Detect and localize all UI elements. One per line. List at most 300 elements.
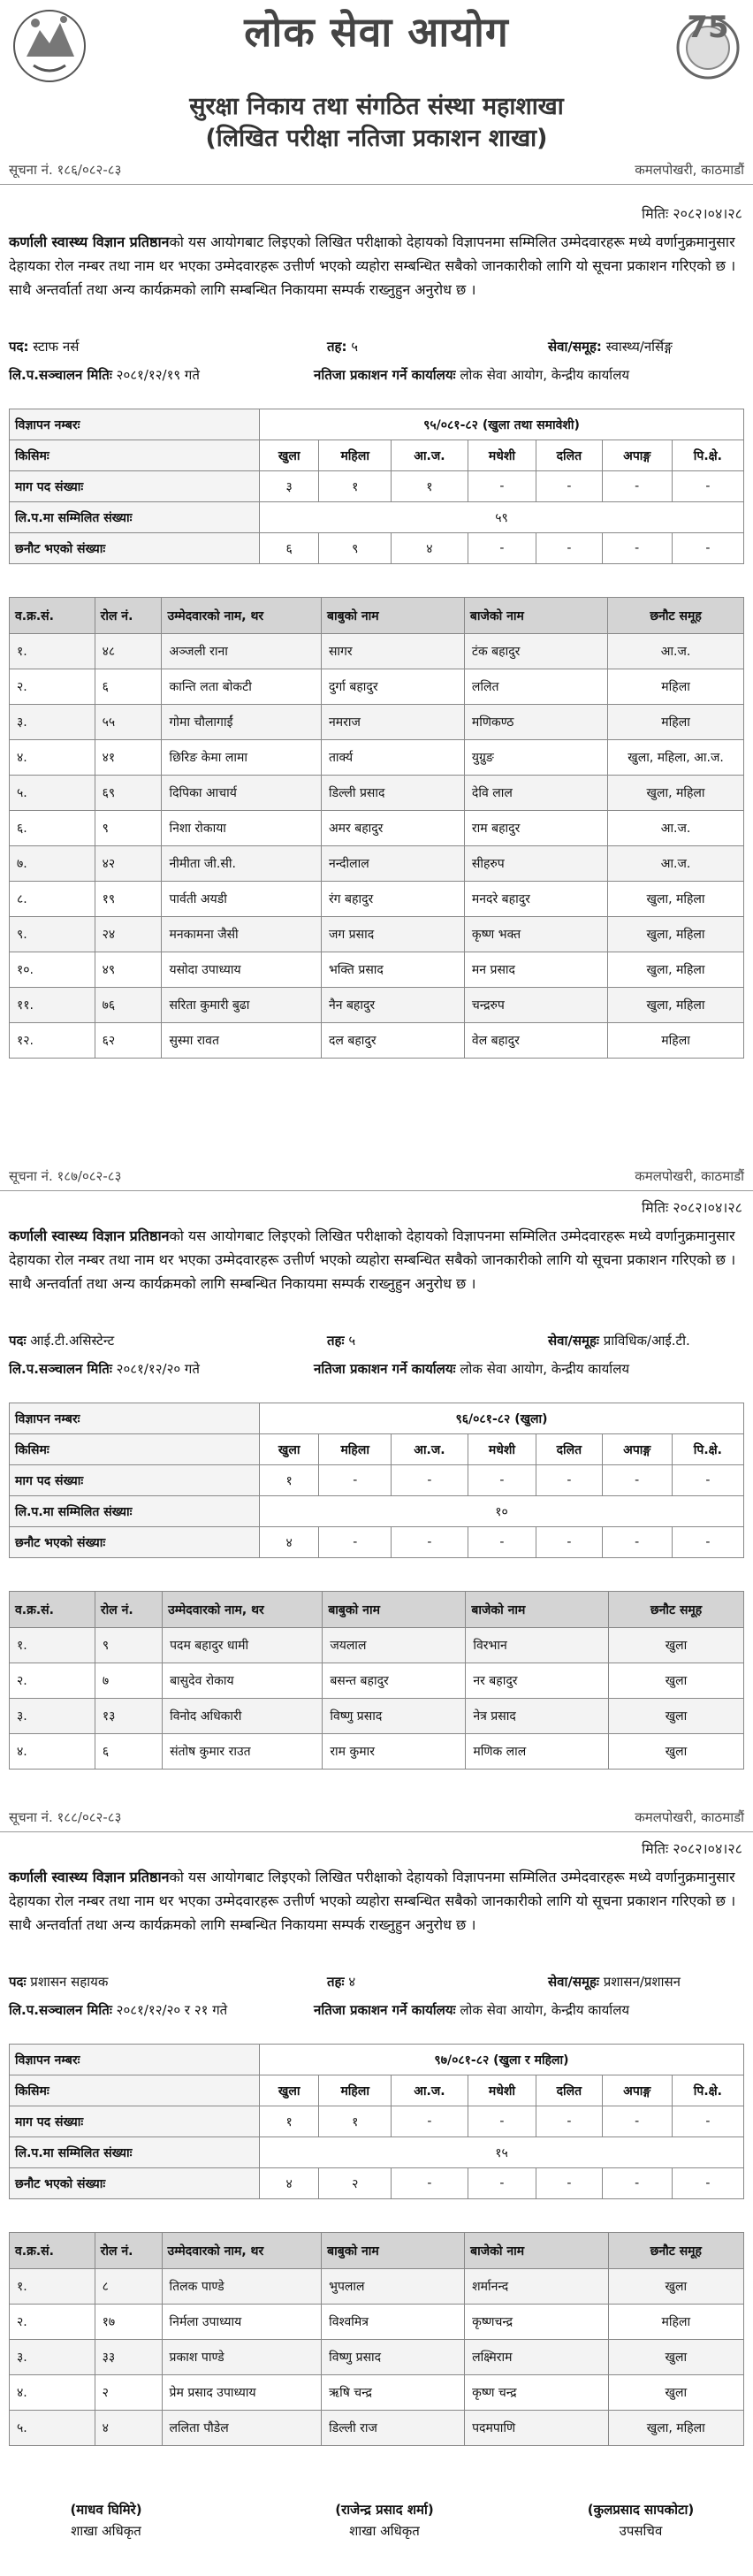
office-value: लोक सेवा आयोग, केन्द्रीय कार्यालय xyxy=(460,2002,630,2018)
table-cell: नीमीता जी.सी. xyxy=(162,846,321,882)
table-cell: २ xyxy=(95,2375,162,2411)
table-cell: कृष्ण भक्त xyxy=(464,917,607,952)
table-row xyxy=(10,882,744,917)
table-cell: निर्मला उपाध्याय xyxy=(162,2305,322,2340)
table-row xyxy=(10,1663,744,1699)
selected-cell: ४ xyxy=(260,2168,319,2199)
institute-name: कर्णाली स्वास्थ्य विज्ञान प्रतिष्ठान xyxy=(9,1227,170,1244)
selected-label: छनौट भएको संख्याः xyxy=(10,533,260,564)
table-cell: ७ xyxy=(95,1663,162,1699)
table-cell: २. xyxy=(10,2305,95,2340)
results-table xyxy=(9,597,744,1059)
category-header: आ.ज. xyxy=(392,2075,468,2106)
table-cell: निशा रोकाया xyxy=(162,811,321,846)
demand-label: माग पद संख्याः xyxy=(10,471,260,502)
table-cell: दिपिका आचार्य xyxy=(162,776,321,811)
category-label: किसिमः xyxy=(10,1434,260,1465)
level-info: तह: ५ xyxy=(327,339,359,355)
notice-paragraph xyxy=(9,230,744,302)
institute-name: कर्णाली स्वास्थ्य विज्ञान प्रतिष्ठान xyxy=(9,1869,170,1885)
table-cell: टंक बहादुर xyxy=(464,634,607,669)
category-header: अपाङ्ग xyxy=(602,440,672,471)
demand-cell: - xyxy=(602,1465,672,1496)
table-cell: ५५ xyxy=(95,705,162,740)
results-header-cell: बाबुको नाम xyxy=(323,1592,466,1628)
table-cell: २४ xyxy=(95,917,162,952)
table-cell: अमर बहादुर xyxy=(321,811,464,846)
results-header-cell: व.क्र.सं. xyxy=(10,1592,95,1628)
table-cell: राम बहादुर xyxy=(464,811,607,846)
signature-name: (माधव घिमिरे) xyxy=(70,2502,142,2518)
results-header-cell: व.क्र.सं. xyxy=(10,2233,95,2269)
table-cell: मनदरे बहादुर xyxy=(464,882,607,917)
category-header: मधेशी xyxy=(468,1434,536,1465)
demand-cell: - xyxy=(468,471,536,502)
selected-label: छनौट भएको संख्याः xyxy=(10,1527,260,1558)
divider xyxy=(0,184,753,185)
institute-name: कर्णाली स्वास्थ्य विज्ञान प्रतिष्ठान xyxy=(9,233,170,250)
results-header-cell: छनौट समूह xyxy=(608,598,744,634)
demand-cell: - xyxy=(602,471,672,502)
selected-cell: ९ xyxy=(319,533,392,564)
table-cell: २. xyxy=(10,1663,95,1699)
table-cell: युग्रुङ xyxy=(464,740,607,776)
table-cell: डिल्ली राज xyxy=(322,2411,465,2446)
service-value: प्रशासन/प्रशासन xyxy=(603,1974,681,1990)
signature-title: शाखा अधिकृत xyxy=(71,2523,141,2539)
demand-cell: १ xyxy=(260,2106,319,2137)
exam-date-info: लि.प.सञ्चालन मितिः २०८१/१२/२० र २१ गते xyxy=(9,2002,228,2018)
selected-cell: - xyxy=(602,2168,672,2199)
table-cell: मणिक लाल xyxy=(466,1734,609,1770)
divider xyxy=(0,1190,753,1191)
service-info: सेवा/समूहः प्राविधिक/आई.टी. xyxy=(548,1333,690,1349)
table-cell: ४९ xyxy=(95,952,162,988)
table-cell: नेत्र प्रसाद xyxy=(466,1699,609,1734)
demand-cell: १ xyxy=(319,471,392,502)
table-cell: ४ xyxy=(95,2411,162,2446)
table-cell: महिला xyxy=(608,1023,744,1059)
office-value: लोक सेवा आयोग, केन्द्रीय कार्यालय xyxy=(460,367,630,383)
notice-body: को यस आयोगबाट लिइएको लिखित परीक्षाको देहायको विज्ञापनमा सम्मिलित उम्मेदवारहरू मध्ये वर्णानुक्रमानुसार देहायका रोल नम्बर तथा नाम थर भएका उम्मेदवारहरू उत्तीर्ण भएको व्यहोरा सम्बन्धित सबैको जानकारीको लागि यो सूचना प्रकाशन गरिएको छ । साथै अन्तर्वार्ता तथा अन्य कार्यक्रमको लागि सम्बन्धित निकायमा सम्पर्क राख्नुहुन अनुरोध छ । xyxy=(9,233,736,298)
selected-cell: - xyxy=(672,1527,743,1558)
table-cell: विरभान xyxy=(466,1628,609,1663)
table-row xyxy=(10,2411,744,2446)
service-value: प्राविधिक/आई.टी. xyxy=(603,1333,690,1349)
table-cell: जयलाल xyxy=(323,1628,466,1663)
table-cell: खुला, महिला xyxy=(608,988,744,1023)
table-cell: विनोद अधिकारी xyxy=(163,1699,323,1734)
table-cell: ३३ xyxy=(95,2340,162,2375)
exam-date-info: लि.प.सञ्चालन मितिः २०८१/१२/२० गते xyxy=(9,1361,200,1377)
logo-text: 75 xyxy=(687,10,729,45)
table-row xyxy=(10,1628,744,1663)
table-cell: ४. xyxy=(10,1734,95,1770)
demand-label: माग पद संख्याः xyxy=(10,1465,260,1496)
table-cell: डिल्ली प्रसाद xyxy=(321,776,464,811)
table-cell: ६९ xyxy=(95,776,162,811)
signature-1 xyxy=(18,2501,194,2540)
table-cell: १९ xyxy=(95,882,162,917)
table-cell: पार्वती अयडी xyxy=(162,882,321,917)
table-row xyxy=(10,705,744,740)
results-header-cell: बाबुको नाम xyxy=(321,598,464,634)
table-cell: १०. xyxy=(10,952,95,988)
table-cell: ९. xyxy=(10,917,95,952)
selected-cell: - xyxy=(536,533,603,564)
table-row xyxy=(10,952,744,988)
demand-cell: - xyxy=(536,471,603,502)
selected-cell: ६ xyxy=(260,533,319,564)
table-cell: जग प्रसाद xyxy=(321,917,464,952)
table-cell: १२. xyxy=(10,1023,95,1059)
table-cell: कृष्णचन्द्र xyxy=(465,2305,609,2340)
table-cell: ३. xyxy=(10,1699,95,1734)
category-header: आ.ज. xyxy=(392,440,468,471)
table-cell: विष्णु प्रसाद xyxy=(322,2340,465,2375)
notice-number: सूचना नं. १८७/०८२-८३ xyxy=(9,1168,122,1184)
results-table xyxy=(9,2232,744,2446)
demand-cell: - xyxy=(536,2106,603,2137)
table-row xyxy=(10,917,744,952)
category-header: महिला xyxy=(319,1434,392,1465)
table-cell: वेल बहादुर xyxy=(464,1023,607,1059)
exam-date-info: लि.प.सञ्चालन मितिः २०८१/१२/१९ गते xyxy=(9,367,200,383)
table-row xyxy=(10,1023,744,1059)
appeared-label: लि.प.मा सम्मिलित संख्याः xyxy=(10,502,260,533)
post-info: पद: स्टाफ नर्स xyxy=(9,339,80,355)
notice-date: मितिः २०८२।०४।२८ xyxy=(642,1840,742,1857)
level-info: तहः ५ xyxy=(327,1333,356,1349)
table-cell: ६२ xyxy=(95,1023,162,1059)
table-cell: पदमपाणि xyxy=(465,2411,609,2446)
ad-label: विज्ञापन नम्बरः xyxy=(10,409,260,440)
category-header: दलित xyxy=(536,2075,603,2106)
table-cell: आ.ज. xyxy=(608,811,744,846)
exam-date-value: २०८१/१२/२० गते xyxy=(116,1361,200,1377)
appeared-label: लि.प.मा सम्मिलित संख्याः xyxy=(10,1496,260,1527)
signature-name: (कुलप्रसाद सापकोटा) xyxy=(587,2502,695,2518)
table-cell: खुला xyxy=(609,1663,744,1699)
results-header-cell: उम्मेदवारको नाम, थर xyxy=(162,2233,322,2269)
table-cell: महिला xyxy=(608,705,744,740)
level-info: तहः ४ xyxy=(327,1974,356,1990)
advertisement-table xyxy=(9,2044,744,2199)
results-header-cell: बाजेको नाम xyxy=(465,2233,609,2269)
signature-title: शाखा अधिकृत xyxy=(349,2523,420,2539)
appeared-count: १० xyxy=(260,1496,744,1527)
table-cell: सीहरुप xyxy=(464,846,607,882)
demand-cell: - xyxy=(468,1465,536,1496)
service-info: सेवा/समूह: स्वास्थ्य/नर्सिङ्ग xyxy=(548,339,673,355)
ad-number: ९६/०८१-८२ (खुला) xyxy=(260,1403,744,1434)
appeared-count: ५९ xyxy=(260,502,744,533)
demand-cell: - xyxy=(319,1465,392,1496)
table-cell: सरिता कुमारी बुढा xyxy=(162,988,321,1023)
table-cell: रंग बहादुर xyxy=(321,882,464,917)
table-row xyxy=(10,1699,744,1734)
notice-date: मितिः २०८२।०४।२८ xyxy=(642,1199,742,1216)
demand-cell: - xyxy=(392,1465,468,1496)
table-cell: मनकामना जैसी xyxy=(162,917,321,952)
table-cell: कान्ति लता बोकटी xyxy=(162,669,321,705)
post-info: पदः प्रशासन सहायक xyxy=(9,1974,109,1990)
appeared-count: १५ xyxy=(260,2137,744,2168)
results-header-cell: छनौट समूह xyxy=(609,1592,744,1628)
table-cell: ६ xyxy=(95,669,162,705)
table-cell: प्रेम प्रसाद उपाध्याय xyxy=(162,2375,322,2411)
table-cell: १७ xyxy=(95,2305,162,2340)
table-cell: १. xyxy=(10,2269,95,2305)
notice-place: कमलपोखरी, काठमाडौं xyxy=(635,162,744,178)
table-cell: नन्दीलाल xyxy=(321,846,464,882)
table-cell: ४. xyxy=(10,740,95,776)
office-info: नतिजा प्रकाशन गर्ने कार्यालयः लोक सेवा आयोग, केन्द्रीय कार्यालय xyxy=(314,2002,630,2018)
notice-header xyxy=(9,1807,744,1830)
selected-cell: - xyxy=(536,1527,603,1558)
table-cell: नर बहादुर xyxy=(466,1663,609,1699)
notice-header xyxy=(9,159,744,182)
table-cell: आ.ज. xyxy=(608,634,744,669)
table-cell: ९ xyxy=(95,1628,162,1663)
table-cell: ऋषि चन्द्र xyxy=(322,2375,465,2411)
category-header: महिला xyxy=(319,440,392,471)
demand-cell: - xyxy=(468,2106,536,2137)
table-row xyxy=(10,1734,744,1770)
demand-cell: - xyxy=(392,2106,468,2137)
table-cell: ४८ xyxy=(95,634,162,669)
selected-cell: - xyxy=(536,2168,603,2199)
category-header: पि.क्षे. xyxy=(672,2075,743,2106)
selected-cell: - xyxy=(672,2168,743,2199)
office-value: लोक सेवा आयोग, केन्द्रीय कार्यालय xyxy=(460,1361,630,1377)
demand-cell: - xyxy=(602,2106,672,2137)
level-value: ४ xyxy=(348,1974,356,1990)
level-value: ५ xyxy=(351,339,359,355)
table-row xyxy=(10,811,744,846)
table-cell: ४२ xyxy=(95,846,162,882)
results-header-cell: उम्मेदवारको नाम, थर xyxy=(162,598,321,634)
table-cell: सागर xyxy=(321,634,464,669)
category-header: खुला xyxy=(260,1434,319,1465)
table-cell: शर्मानन्द xyxy=(465,2269,609,2305)
table-cell: सुस्मा रावत xyxy=(162,1023,321,1059)
table-cell: संतोष कुमार राउत xyxy=(163,1734,323,1770)
notice-paragraph xyxy=(9,1224,744,1296)
category-header: दलित xyxy=(536,1434,603,1465)
table-cell: खुला xyxy=(609,1628,744,1663)
table-row xyxy=(10,988,744,1023)
selected-cell: २ xyxy=(319,2168,392,2199)
signature-title: उपसचिव xyxy=(619,2523,663,2539)
ad-number: ९५/०८१-८२ (खुला तथा समावेशी) xyxy=(260,409,744,440)
table-cell: ललित xyxy=(464,669,607,705)
table-cell: महिला xyxy=(608,669,744,705)
table-row xyxy=(10,2375,744,2411)
table-row xyxy=(10,669,744,705)
table-cell: खुला, महिला xyxy=(608,952,744,988)
demand-cell: - xyxy=(672,2106,743,2137)
table-cell: खुला xyxy=(608,2269,743,2305)
demand-cell: - xyxy=(536,1465,603,1496)
category-header: खुला xyxy=(260,440,319,471)
selected-cell: - xyxy=(392,1527,468,1558)
table-cell: खुला, महिला xyxy=(608,882,744,917)
table-cell: ४१ xyxy=(95,740,162,776)
notice-number: सूचना नं. १८८/०८२-८३ xyxy=(9,1809,122,1825)
category-header: अपाङ्ग xyxy=(602,1434,672,1465)
table-cell: ३. xyxy=(10,705,95,740)
table-cell: तिलक पाण्डे xyxy=(162,2269,322,2305)
selected-cell: - xyxy=(468,1527,536,1558)
demand-cell: १ xyxy=(319,2106,392,2137)
selected-cell: ४ xyxy=(260,1527,319,1558)
demand-cell: १ xyxy=(260,1465,319,1496)
table-cell: राम कुमार xyxy=(323,1734,466,1770)
table-cell: यसोदा उपाध्याय xyxy=(162,952,321,988)
exam-date-value: २०८१/१२/१९ गते xyxy=(116,367,200,383)
notice-paragraph xyxy=(9,1865,744,1937)
table-cell: कृष्ण चन्द्र xyxy=(465,2375,609,2411)
anniversary-75-logo xyxy=(670,2,746,83)
org-title: लोक सेवा आयोग xyxy=(244,8,509,56)
table-row xyxy=(10,776,744,811)
table-cell: आ.ज. xyxy=(608,846,744,882)
service-value: स्वास्थ्य/नर्सिङ्ग xyxy=(605,339,673,355)
post-info: पदः आई.टी.असिस्टेन्ट xyxy=(9,1333,115,1349)
table-cell: २. xyxy=(10,669,95,705)
section-title: (लिखित परीक्षा नतिजा प्रकाशन शाखा) xyxy=(205,125,548,152)
table-cell: दल बहादुर xyxy=(321,1023,464,1059)
table-cell: ८ xyxy=(95,2269,162,2305)
table-cell: खुला xyxy=(608,2375,743,2411)
level-value: ५ xyxy=(348,1333,356,1349)
results-header-cell: रोल नं. xyxy=(95,1592,162,1628)
category-header: पि.क्षे. xyxy=(672,440,743,471)
table-cell: खुला xyxy=(609,1734,744,1770)
table-cell: खुला, महिला xyxy=(608,776,744,811)
table-cell: ३. xyxy=(10,2340,95,2375)
demand-cell: - xyxy=(672,1465,743,1496)
table-row xyxy=(10,2269,744,2305)
table-row xyxy=(10,2305,744,2340)
ad-number: ९७/०८१-८२ (खुला र महिला) xyxy=(260,2045,744,2075)
table-row xyxy=(10,740,744,776)
selected-cell: ४ xyxy=(392,533,468,564)
advertisement-table xyxy=(9,1403,744,1558)
table-cell: ११. xyxy=(10,988,95,1023)
demand-cell: १ xyxy=(392,471,468,502)
table-cell: खुला xyxy=(608,2340,743,2375)
table-cell: १. xyxy=(10,634,95,669)
table-cell: तार्क्य xyxy=(321,740,464,776)
signature-name: (राजेन्द्र प्रसाद शर्मा) xyxy=(335,2502,434,2518)
table-cell: ७६ xyxy=(95,988,162,1023)
notice-place: कमलपोखरी, काठमाडौं xyxy=(635,1168,744,1184)
divider xyxy=(0,1831,753,1832)
notice-header xyxy=(9,1166,744,1189)
table-cell: गोमा चौलागाईं xyxy=(162,705,321,740)
advertisement-table xyxy=(9,409,744,564)
results-header-cell: उम्मेदवारको नाम, थर xyxy=(163,1592,323,1628)
signature-3 xyxy=(548,2501,734,2540)
table-cell: खुला, महिला xyxy=(608,917,744,952)
division-title: सुरक्षा निकाय तथा संगठित संस्था महाशाखा xyxy=(189,93,564,120)
header xyxy=(0,0,753,155)
table-cell: पदम बहादुर धामी xyxy=(163,1628,323,1663)
table-cell: खुला xyxy=(609,1699,744,1734)
table-row xyxy=(10,634,744,669)
table-cell: बासुदेव रोकाय xyxy=(163,1663,323,1699)
selected-cell: - xyxy=(468,533,536,564)
table-cell: ८. xyxy=(10,882,95,917)
table-cell: १. xyxy=(10,1628,95,1663)
demand-cell: ३ xyxy=(260,471,319,502)
results-table xyxy=(9,1591,744,1770)
table-cell: भक्ति प्रसाद xyxy=(321,952,464,988)
selected-cell: - xyxy=(602,1527,672,1558)
selected-cell: - xyxy=(672,533,743,564)
table-cell: महिला xyxy=(608,2305,743,2340)
table-cell: भुपलाल xyxy=(322,2269,465,2305)
table-row xyxy=(10,846,744,882)
table-cell: ९ xyxy=(95,811,162,846)
table-cell: ७. xyxy=(10,846,95,882)
category-header: पि.क्षे. xyxy=(672,1434,743,1465)
table-cell: मणिकण्ठ xyxy=(464,705,607,740)
table-cell: लक्ष्मिराम xyxy=(465,2340,609,2375)
results-header-cell: बाबुको नाम xyxy=(322,2233,465,2269)
table-cell: नमराज xyxy=(321,705,464,740)
category-header: अपाङ्ग xyxy=(602,2075,672,2106)
post-value: स्टाफ नर्स xyxy=(33,339,80,355)
post-value: आई.टी.असिस्टेन्ट xyxy=(30,1333,115,1349)
notice-date: मितिः २०८२।०४।२८ xyxy=(642,205,742,222)
table-cell: देवि लाल xyxy=(464,776,607,811)
category-header: खुला xyxy=(260,2075,319,2106)
selected-cell: - xyxy=(468,2168,536,2199)
table-cell: विष्णु प्रसाद xyxy=(323,1699,466,1734)
results-header-cell: बाजेको नाम xyxy=(464,598,607,634)
selected-label: छनौट भएको संख्याः xyxy=(10,2168,260,2199)
selected-cell: - xyxy=(392,2168,468,2199)
signature-2 xyxy=(283,2501,486,2540)
exam-date-value: २०८१/१२/२० र २१ गते xyxy=(116,2002,228,2018)
table-cell: नैन बहादुर xyxy=(321,988,464,1023)
category-header: दलित xyxy=(536,440,603,471)
table-cell: ६. xyxy=(10,811,95,846)
category-header: मधेशी xyxy=(468,2075,536,2106)
table-cell: छिरिङ केमा लामा xyxy=(162,740,321,776)
results-header-cell: रोल नं. xyxy=(95,598,162,634)
category-label: किसिमः xyxy=(10,440,260,471)
office-info: नतिजा प्रकाशन गर्ने कार्यालयः लोक सेवा आयोग, केन्द्रीय कार्यालय xyxy=(314,367,630,383)
table-cell: ५. xyxy=(10,776,95,811)
ad-label: विज्ञापन नम्बरः xyxy=(10,1403,260,1434)
table-cell: ललिता पौडेल xyxy=(162,2411,322,2446)
table-cell: ६ xyxy=(95,1734,162,1770)
notice-place: कमलपोखरी, काठमाडौं xyxy=(635,1809,744,1825)
table-cell: प्रकाश पाण्डे xyxy=(162,2340,322,2375)
table-cell: विश्वमित्र xyxy=(322,2305,465,2340)
table-cell: खुला, महिला, आ.ज. xyxy=(608,740,744,776)
table-cell: खुला, महिला xyxy=(608,2411,743,2446)
table-cell: दुर्गा बहादुर xyxy=(321,669,464,705)
category-header: महिला xyxy=(319,2075,392,2106)
table-cell: ५. xyxy=(10,2411,95,2446)
results-header-cell: व.क्र.सं. xyxy=(10,598,95,634)
service-info: सेवा/समूहः प्रशासन/प्रशासन xyxy=(548,1974,681,1990)
